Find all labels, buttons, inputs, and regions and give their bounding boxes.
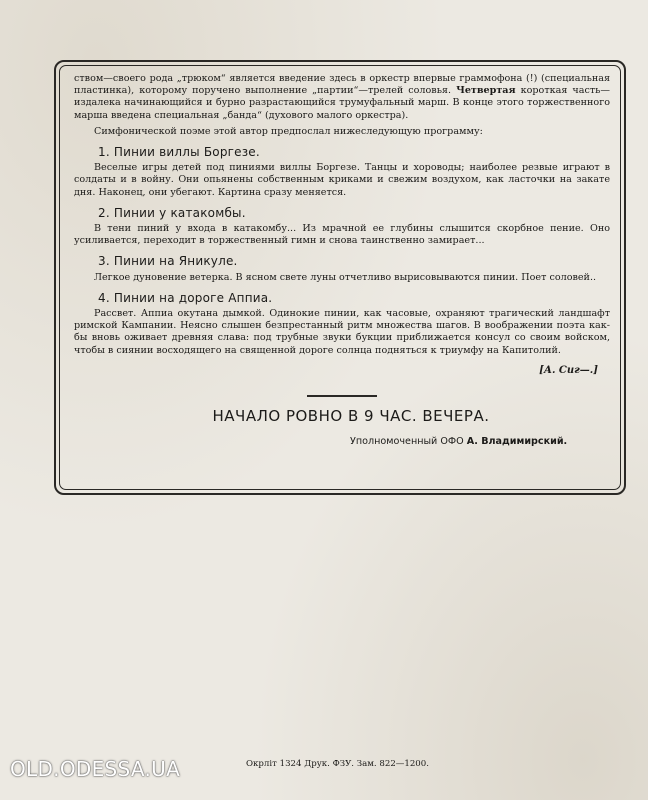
section-text-3: Легкое дуновение ветерка. В ясном свете луны отчетливо вырисовываются пинии. Поет соловей..: [94, 271, 597, 283]
intro-bold-word: Четвертая: [456, 85, 516, 97]
printer-imprint: Окрліт 1324 Друк. ФЗУ. Зам. 822—1200.: [246, 759, 429, 769]
program-intro: Симфонической поэме этой автор предпослал нижеследующую программу:: [94, 125, 483, 137]
intro-paragraph: ством—своего рода „трюком“ является введение здесь в оркестр впервые граммофона (!) (специальная пластинка), которому поручено выполнение „партии“—трелей соловья. Четвертая короткая часть—издалека начинающийся и бурно разрастающийся трумуфальный марш. В конце этого торжественного марша введена специальная „банда“ (духового малого оркестра).: [74, 73, 610, 121]
official-name: А. Владимирский.: [466, 436, 568, 448]
start-time-notice: НАЧАЛО РОВНО В 9 ЧАС. ВЕЧЕРА.: [212, 407, 490, 426]
section-title-2: 2. Пинии у катакомбы.: [98, 205, 246, 220]
program-notes: [74, 73, 610, 448]
section-text-1: Веселые игры детей под пиниями виллы Боргезе. Танцы и хороводы; наиболее резвые играют в солдаты и в войну. Они опьянены собственным криками и свежим воздухом, как ласточки на закате дня. Наконец, они убегают. Картина сразу меняется.: [74, 162, 610, 198]
section-title-3: 3. Пинии на Яникуле.: [98, 254, 238, 269]
section-title-4: 4. Пинии на дороге Аппиа.: [98, 290, 273, 305]
section-title-1: 1. Пинии виллы Боргезе.: [98, 145, 260, 160]
official-line: Уполномоченный ОФО А. Владимирский.: [350, 436, 568, 448]
section-text-4: Рассвет. Аппиа окутана дымкой. Одинокие пинии, как часовые, охраняют трагический ландшафт римской Кампании. Неясно слышен безпрестанный ритм множества шагов. В воображении поэта как-бы вновь оживает древняя слава: под трубные звуки букции приближается консул со своим войском, чтобы в сиянии восходящего на священной дороге солнца подняться к триумфу на Капитолий.: [74, 308, 610, 356]
divider-rule: [307, 395, 377, 397]
section-text-2: В тени пиний у входа в катакомбу... Из мрачной ее глубины слышится скорбное пение. Оно усиливается, переходит в торжественный гимн и снова таинственно замирает...: [74, 223, 610, 247]
site-watermark: OLD.ODESSA.UA: [10, 757, 181, 781]
author-signature: [А. Сиг—.]: [539, 364, 598, 376]
